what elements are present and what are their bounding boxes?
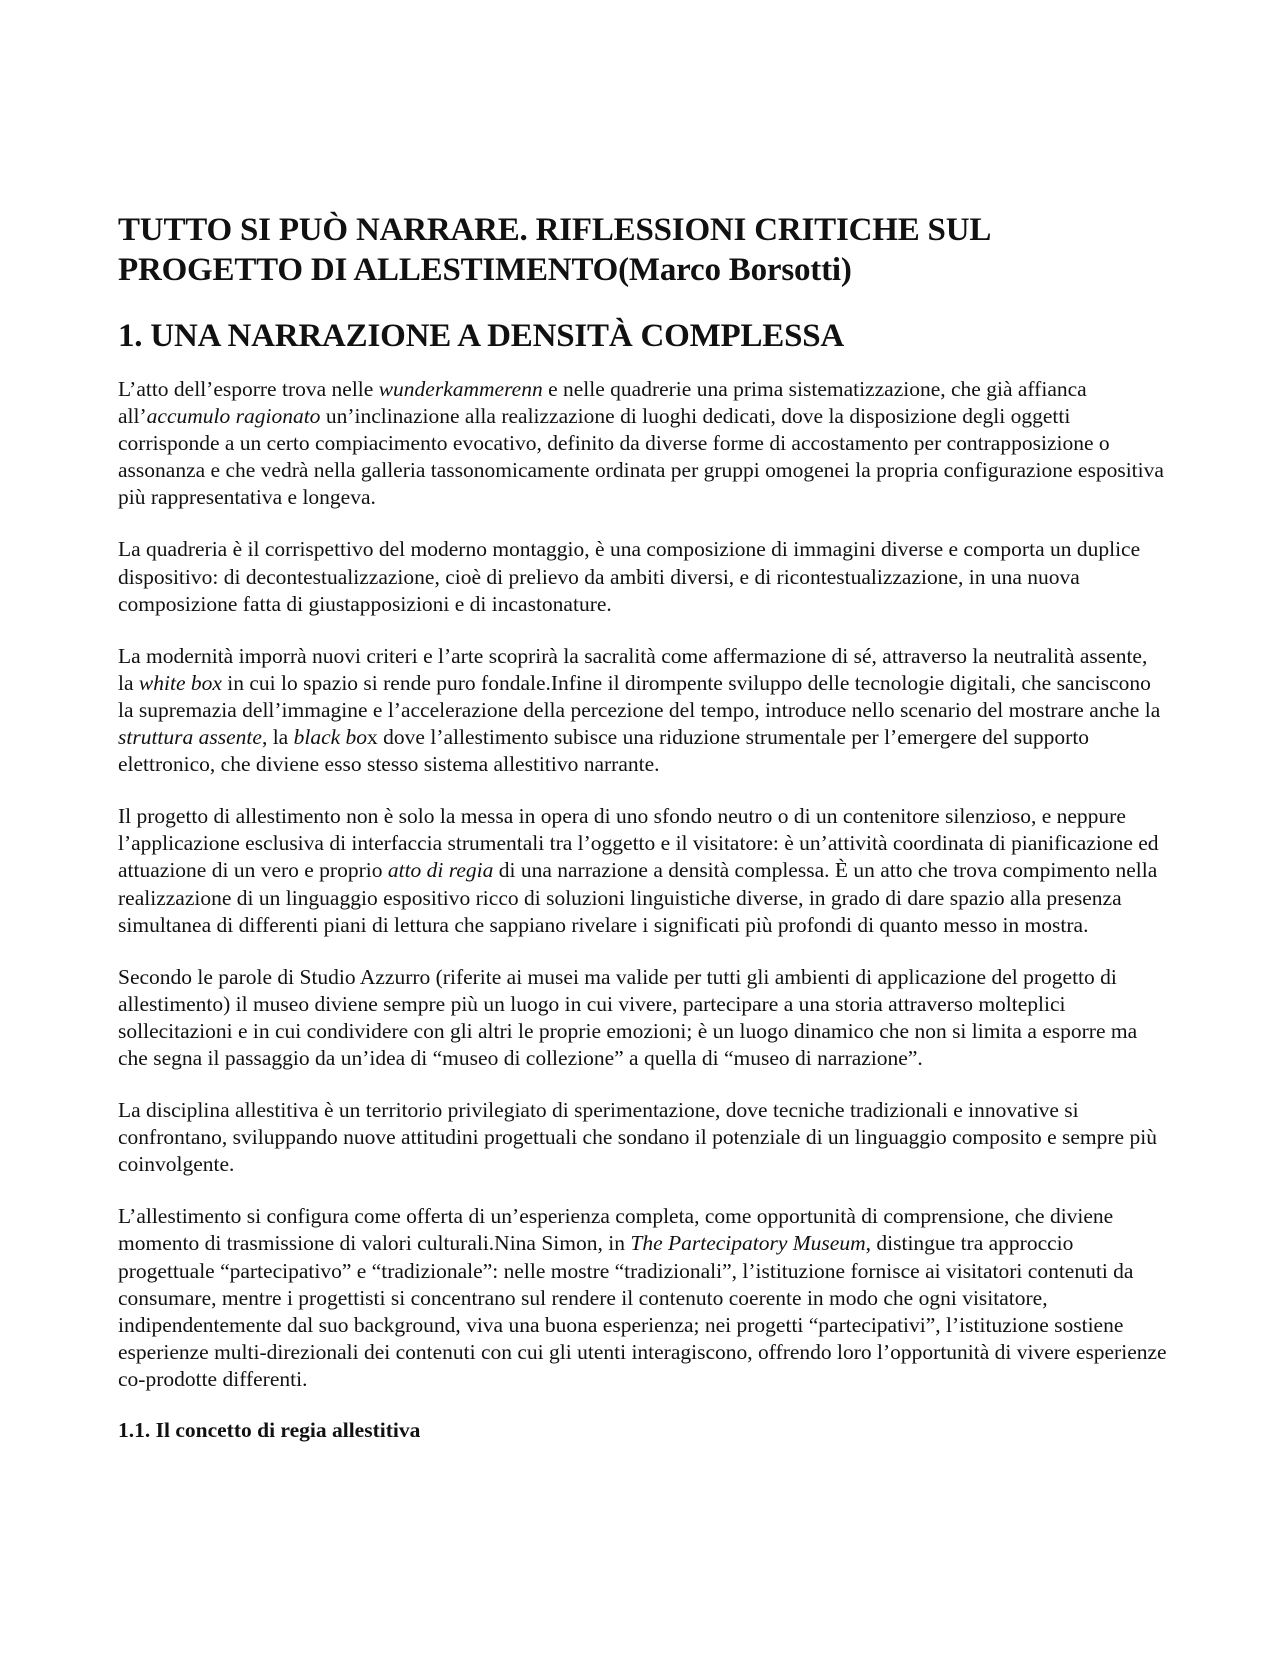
paragraph-3-text-1: La modernità imporrà nuovi criteri e l’arte scoprirà la sacralità come affermazione di sé, attraverso la neutralità assente, la	[118, 643, 1148, 695]
paragraph-5	[118, 964, 1168, 1072]
paragraph-1-italic-1: wunderkammerenn	[378, 377, 543, 401]
section-heading: 1. UNA NARRAZIONE A DENSITÀ COMPLESSA	[118, 318, 845, 354]
paragraph-3-italic-3: black bo	[293, 725, 368, 750]
paragraph-1-text-3: un’inclinazione alla realizzazione di luoghi dedicati, dove la disposizione degli oggetti corrisponde a un certo compiacimento evocativo, definito da diverse forme di accostamento per contrapposizione o assonanza e che vedrà nella galleria tassonomicamente ordinata per gruppi omogenei la propria configurazione espositiva più rappresentativa e longeva.	[118, 404, 1164, 510]
paragraph-5-text-1: Secondo le parole di Studio Azzurro (riferite ai musei ma valide per tutti gli ambienti di applicazione del progetto di allestimento) il museo diviene sempre più un luogo in cui vivere, partecipare a una storia attraverso molteplici sollecitazioni e in cui condividere con gli altri le proprie emozioni; è un luogo dinamico che non si limita a esporre ma che segna il passaggio da un’idea di “museo di collezione” a quella di “museo di narrazione”.	[118, 964, 1138, 1070]
paragraph-7-text-1: L’allestimento si configura come offerta di un’esperienza completa, come opportunità di comprensione, che diviene momento di trasmissione di valori culturali.Nina Simon, in	[118, 1204, 1114, 1256]
paragraph-3-italic-1: white box	[138, 670, 222, 695]
paragraph-2	[118, 536, 1168, 617]
paragraph-4	[118, 803, 1168, 938]
paragraph-7	[118, 1203, 1168, 1393]
paragraph-1-text-1: L’atto dell’esporre trova nelle	[118, 377, 379, 401]
paragraph-6-text-1: La disciplina allestitiva è un territorio privilegiato di sperimentazione, dove tecniche tradizionali e innovative si confrontano, sviluppando nuove attitudini progettuali che sondano il potenziale di un linguaggio composito e sempre più coinvolgente.	[118, 1098, 1157, 1177]
paragraph-4-text-1: Il progetto di allestimento non è solo la messa in opera di uno sfondo neutro o di un contenitore silenzioso, e neppure l’applicazione esclusiva di interfaccia strumentali tra l’oggetto e il visitatore: è un’attività coordinata di pianificazione ed attuazione di un vero e proprio	[118, 804, 1159, 883]
paragraph-6	[118, 1097, 1168, 1178]
paragraph-3-italic-2: struttura assente	[118, 725, 262, 750]
paragraph-7-italic-1: The Partecipatory Museum	[630, 1231, 866, 1256]
document-page	[118, 210, 1168, 1444]
paragraph-1	[118, 376, 1168, 511]
paragraph-1-text-2: e nelle quadrerie una prima sistematizzazione, che già affianca all’	[118, 377, 1087, 429]
paragraph-3	[118, 643, 1168, 778]
paragraph-7-text-2: , distingue tra approccio progettuale “partecipativo” e “tradizionale”: nelle mostre “tradizionali”, l’istituzione fornisce ai visitatori contenuti da consumare, mentre i progettisti si concentrano sul rendere il contenuto coerente in modo che ogni visitatore, indipendentemente dal suo background, viva una buona esperienza; nei progetti “partecipativi”, l’istituzione sostiene esperienze multi-direzionali dei contenuti con cui gli utenti interagiscono, offrendo loro l’opportunità di vivere esperienze co-prodotte differenti.	[118, 1231, 1167, 1391]
document-title: TUTTO SI PUÒ NARRARE. RIFLESSIONI CRITICHE SUL PROGETTO DI ALLESTIMENTO(Marco Borsotti)	[118, 212, 990, 288]
paragraph-3-text-3: , la	[261, 725, 294, 750]
paragraph-2-text-1: La quadreria è il corrispettivo del moderno montaggio, è una composizione di immagini diverse e comporta un duplice dispositivo: di decontestualizzazione, cioè di prelievo da ambiti diversi, e di ricontestualizzazione, in una nuova composizione fatta di giustapposizioni e di incastonature.	[118, 537, 1141, 616]
paragraph-3-text-2: in cui lo spazio si rende puro fondale.Infine il dirompente sviluppo delle tecnologie digitali, che sanciscono la supremazia dell’immagine e l’accelerazione della percezione del tempo, introduce nello scenario del mostrare anche la	[118, 670, 1161, 722]
paragraph-1-italic-2: accumulo ragionato	[146, 404, 321, 429]
paragraph-4-text-2: di una narrazione a densità complessa. È un atto che trova compimento nella realizzazione di un linguaggio espositivo ricco di soluzioni linguistiche diverse, in grado di dare spazio alla presenza simultanea di differenti piani di lettura che sappiano rivelare i significati più profondi di quanto messo in mostra.	[118, 858, 1158, 937]
subsection-heading: 1.1. Il concetto di regia allestitiva	[118, 1418, 421, 1442]
paragraph-4-italic-1: atto di regia	[387, 858, 494, 883]
paragraph-3-text-4: x dove l’allestimento subisce una riduzione strumentale per l’emergere del supporto elettronico, che diviene esso stesso sistema allestitivo narrante.	[118, 725, 1090, 777]
